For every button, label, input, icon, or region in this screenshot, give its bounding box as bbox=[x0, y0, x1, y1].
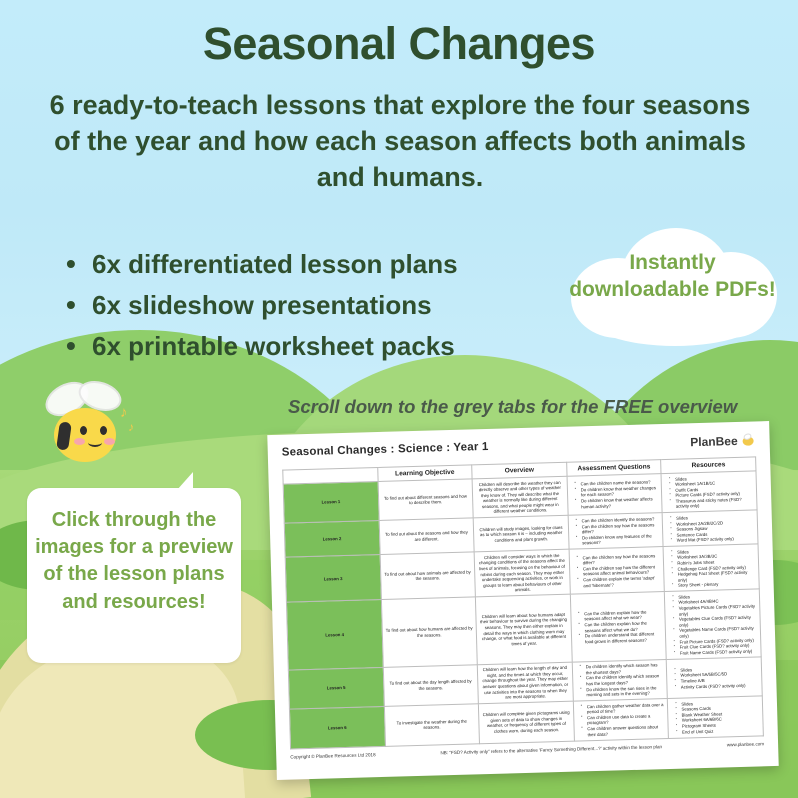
list-item: ▪ Can the children explain how the seasons affect what we do? bbox=[580, 620, 662, 633]
lesson-overview: Children will consider ways in which the changing conditions of the seasons affect the lives of animals, focusing on the behaviour of robins during each season. They may either undertake sequencing activities, or work in groups to learn about behaviours of other animals. bbox=[474, 550, 570, 598]
lesson-objective: To find out about how animals are affected by the seasons. bbox=[380, 552, 476, 600]
scroll-caption: Scroll down to the grey tabs for the FREE overview bbox=[288, 396, 738, 417]
lesson-questions bbox=[570, 592, 666, 662]
list-item: ▪ Can children answer questions about their data? bbox=[583, 724, 665, 737]
list-item: ▪ Robin's Jobs Sheet bbox=[673, 559, 755, 567]
list-item: ▪ Pictogram Sheets bbox=[678, 721, 760, 729]
list-item: ▪ Slides bbox=[676, 665, 758, 673]
list-item: ▪ Slides bbox=[672, 513, 754, 521]
lesson-resources bbox=[661, 471, 757, 513]
list-item: ▪ Can children explain the terms 'adapt' and 'hibernate'? bbox=[579, 575, 661, 588]
list-item: ▪ Can the children identify which season has the longest days? bbox=[582, 674, 664, 687]
list-item: ▪ Vegetables Clue Cards (FSD? activity only) bbox=[675, 615, 757, 628]
list-item: • 6x slideshow presentations bbox=[62, 285, 542, 326]
list-item: ▪ Worksheet 1A/1B/1C bbox=[671, 480, 753, 488]
lesson-overview: Children will learn how the length of day and night, and the times at which they occur, change throughout the year. They may either answer questions about given information, or use activities into the seasons to when they are most appropriate. bbox=[477, 662, 573, 704]
lesson-objective: To find out about the day length affected by the seasons. bbox=[383, 665, 479, 707]
page-title: Seasonal Changes bbox=[202, 18, 596, 69]
website-url: www.planbee.com bbox=[726, 741, 765, 748]
col-assessment-questions: Assessment Questions bbox=[566, 460, 661, 477]
brand-name: PlanBee bbox=[690, 433, 738, 450]
lesson-resources bbox=[668, 696, 764, 738]
col-resources: Resources bbox=[661, 457, 756, 474]
list-item: • 6x differentiated lesson plans bbox=[62, 244, 542, 285]
feature-list bbox=[22, 244, 542, 367]
bee-cheek bbox=[104, 438, 115, 445]
lesson-label: Lesson 6 bbox=[289, 707, 385, 749]
list-item: ▪ Do children know any features of the seasons? bbox=[578, 533, 660, 546]
list-item: ▪ Can the children identify the seasons? bbox=[578, 516, 660, 524]
list-item: ▪ Fruit Name Cards (FSD? activity only) bbox=[676, 648, 758, 656]
bee-icon bbox=[28, 382, 138, 477]
list-item: ▪ Hedgehog Fact Sheet (FSD? activity only) bbox=[674, 570, 756, 583]
list-item: ▪ Seasons Jigsaw bbox=[672, 525, 754, 533]
list-item: • 6x printable worksheet packs bbox=[62, 326, 542, 367]
list-item: ▪ Can the children say how the seasons differ? bbox=[579, 553, 661, 566]
document-title: Seasonal Changes : Science : Year 1 bbox=[281, 440, 489, 459]
music-note-icon: ♪ bbox=[120, 404, 128, 421]
list-item: ▪ Worksheet 4A/4B/4C bbox=[674, 598, 756, 606]
lesson-questions bbox=[573, 699, 669, 741]
list-item: ▪ Worksheet 6A/6B/6C bbox=[678, 716, 760, 724]
bee-cheek bbox=[74, 438, 85, 445]
lesson-overview: Children will learn about how humans adapt their behaviour to survive during the changing seasons. They may then either explain in detail the ways in which clothing worn may change, or what food is available at different times of year. bbox=[476, 595, 572, 665]
lesson-label: Lesson 5 bbox=[288, 667, 384, 709]
lesson-objective: To investigate the weather during the seasons. bbox=[384, 704, 480, 746]
lesson-questions bbox=[572, 659, 668, 701]
col-learning-objective: Learning Objective bbox=[377, 465, 472, 482]
list-item: ▪ Can children use data to create a pictogram? bbox=[583, 713, 665, 726]
bee-eye bbox=[80, 426, 87, 435]
badge-text: Instantly downloadable PDFs! bbox=[569, 251, 776, 301]
lesson-resources bbox=[663, 544, 759, 592]
list-item: ▪ Vegetables Picture Cards (FSD? activity only) bbox=[675, 604, 757, 617]
list-item: ▪ Sentence Cards bbox=[673, 530, 755, 538]
music-note-icon: ♪ bbox=[128, 420, 134, 434]
list-item: ▪ Do children identify which season has the shortest days? bbox=[582, 662, 664, 675]
document-preview[interactable] bbox=[267, 421, 778, 780]
list-item: ▪ Seasons Cards bbox=[677, 705, 759, 713]
lesson-objective: To find out about different seasons and how to describe them. bbox=[378, 479, 474, 521]
list-item: ▪ Do children understand that different food grows in different seasons? bbox=[581, 631, 663, 644]
lesson-overview: Children will describe the weather they can directly observe and other types of weather they know of. They will describe what the weather is normally like during different seasons, and what people might wear in different weather conditions. bbox=[472, 476, 568, 518]
callout-text: Click through the images for a preview of the lesson plans and resources! bbox=[35, 509, 233, 613]
lesson-label: Lesson 2 bbox=[284, 521, 380, 558]
list-item: ▪ Do children know that weather affects human activity? bbox=[577, 496, 659, 509]
list-item: ▪ Picture Cards (FSD? activity only) bbox=[671, 491, 753, 499]
lesson-questions bbox=[569, 547, 665, 595]
lesson-objective: To find out about how humans are affected by the seasons. bbox=[381, 597, 477, 667]
document-header bbox=[282, 433, 756, 460]
bee-mouth bbox=[88, 438, 102, 447]
lesson-label: Lesson 1 bbox=[283, 482, 379, 524]
page-subtitle: 6 ready-to-teach lessons that explore the four seasons of the year and how each season affects both animals and humans. bbox=[49, 90, 751, 192]
list-item: ▪ Do children know the sun rises in the morning and sets in the evening? bbox=[582, 685, 664, 698]
list-item: ▪ Can the children say how the different seasons affect animal behaviours? bbox=[579, 564, 661, 577]
list-item: ▪ Challenge Card (FSD? activity only) bbox=[673, 564, 755, 572]
bee-logo-icon bbox=[740, 434, 755, 446]
list-item: ▪ Slides bbox=[674, 592, 756, 600]
list-item: ▪ Can the children name the seasons? bbox=[576, 479, 658, 487]
cloud-badge bbox=[565, 222, 780, 354]
lesson-resources bbox=[662, 510, 758, 547]
list-item: ▪ Worksheet 3A/3B/3C bbox=[673, 553, 755, 561]
list-item: ▪ Thesaurus and sticky notes (FSD? activity only) bbox=[672, 496, 754, 509]
list-item: ▪ Vegetables Name Cards (FSD? activity only) bbox=[675, 626, 757, 639]
list-item: ▪ Slides bbox=[673, 547, 755, 555]
list-item: ▪ Worksheet 5A/5B/5C/5D bbox=[676, 671, 758, 679]
copyright-text: Copyright © PlanBee Resources Ltd 2018 bbox=[290, 751, 376, 760]
preview-callout-bubble bbox=[27, 488, 241, 663]
bee-eye bbox=[100, 426, 107, 435]
lesson-resources bbox=[665, 589, 761, 659]
lesson-label: Lesson 4 bbox=[286, 600, 382, 670]
list-item: ▪ Can the children say how the seasons differ? bbox=[578, 522, 660, 535]
lesson-objective: To find out about the seasons and how they are different. bbox=[379, 518, 475, 555]
list-item: ▪ Fruit Clue Cards (FSD? activity only) bbox=[676, 643, 758, 651]
lesson-overview: Children will complete given pictograms using given sets of data to show changes in weather, or frequency of different types of clothes worn, during each season. bbox=[479, 701, 575, 743]
list-item: ▪ Blank Weather Sheet bbox=[678, 710, 760, 718]
lesson-label: Lesson 3 bbox=[285, 555, 381, 603]
col-overview: Overview bbox=[472, 462, 567, 479]
list-item: ▪ Can the children explain how the seasons affect what we wear? bbox=[580, 609, 662, 622]
lesson-questions bbox=[567, 474, 663, 516]
list-item: ▪ Outfit Cards bbox=[671, 485, 753, 493]
list-item: ▪ Activity Cards (FSD? activity only) bbox=[677, 682, 759, 690]
lesson-overview-table bbox=[282, 456, 764, 749]
lesson-questions bbox=[568, 513, 664, 550]
lesson-resources bbox=[667, 657, 763, 699]
list-item: ▪ Fruit Picture Cards (FSD? activity only) bbox=[676, 637, 758, 645]
list-item: ▪ Slides bbox=[671, 474, 753, 482]
planbee-logo bbox=[690, 433, 756, 449]
list-item: ▪ Can children gather weather data over a period of time? bbox=[583, 702, 665, 715]
list-item: ▪ Story Sheet - plenary bbox=[674, 581, 756, 589]
list-item: ▪ Word Mat (FSD? activity only) bbox=[673, 536, 755, 544]
footnote-text: NB: "FSD? Activity only" refers to the alternative 'Fancy Something Different...?' activity within the lesson plan bbox=[440, 743, 663, 756]
list-item: ▪ Do children know that weather changes for each season? bbox=[577, 485, 659, 498]
list-item: ▪ Slides bbox=[677, 699, 759, 707]
list-item: ▪ Timeline A/B bbox=[677, 676, 759, 684]
list-item: ▪ End of Unit Quiz bbox=[678, 727, 760, 735]
lesson-overview: Children will study images, looking for clues as to which season it is – including weather conditions and plant growth. bbox=[473, 516, 569, 553]
list-item: ▪ Worksheet 2A/2B/2C/2D bbox=[672, 519, 754, 527]
